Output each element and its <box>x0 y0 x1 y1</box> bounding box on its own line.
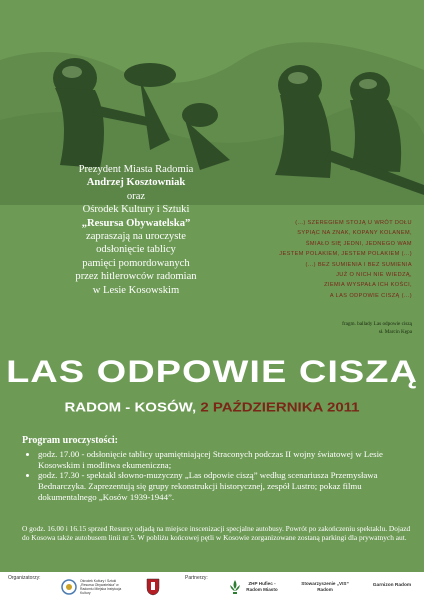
footer-sponsors <box>0 572 424 600</box>
invitation-line: oraz <box>126 190 146 202</box>
ballad-line: SYPIĄC NA ZNAK, KOPANY KOLANEM, <box>297 230 412 237</box>
ballad-line: A LAS ODPOWIE CISZĄ (...) <box>329 292 412 299</box>
invitation-line: zapraszają na uroczyste <box>86 231 186 243</box>
ballad-line: ŚMIAŁO SIĘ JEDNI, JEDNEGO WAM <box>305 240 412 247</box>
program-section <box>22 436 412 503</box>
event-date: 2 PAŹDZIERNIKA 2011 <box>200 400 360 415</box>
invitation-line: Prezydent Miasta Radomia <box>78 164 194 175</box>
ballad-author: sł. Marcin Kępa <box>378 329 412 335</box>
ballad-line: JESTEM POLAKIEM, JESTEM POLAKIEM (...) <box>279 251 412 258</box>
event-subtitle <box>0 400 424 415</box>
transport-note: O godz. 16.00 i 16.15 sprzed Resursy odjadą na miejsce inscenizacji specjalne autobusy. Powrót po zakończeniu spektaklu. Dojazd do Kosowa także autobusem linii nr 5. W pobliżu końcowej pętli w Kosowie zorganizowane zostaną parkingi dla prywatnych aut. <box>22 524 411 543</box>
program-item: • godz. 17.30 - spektakl słowno-muzyczny „Las odpowie ciszą” według scenariusza Przemysława Bednarczyka. Zaprezentują się grupy rekonstrukcji historycznej, zespół Lustro; pokaz filmu dokumentalnego „Kosów 1939-1944”. <box>38 470 412 502</box>
ballad-source <box>262 320 412 336</box>
ballad-source-title: fragm. ballady Las odpowie ciszą <box>342 321 412 327</box>
ballad-line: ZIEMIA WYSPAŁA ICH KOŚCI, <box>324 282 412 289</box>
ballad-line: (...) SZEREGIEM STOJĄ U WRÓT DOŁU <box>295 220 412 226</box>
vis-text: Stowarzyszenie „VIS” Radom <box>301 581 349 592</box>
partners-label: Partnerzy: <box>185 575 208 581</box>
program-item: • godz. 17.00 - odsłonięcie tablicy upamiętniającej Straconych podczas II wojny światowej w Lesie Kosowskim i modlitwa ekumeniczna; <box>38 449 412 471</box>
ballad-excerpt <box>262 218 412 301</box>
invitation-line: pamięci pomordowanych <box>82 257 190 269</box>
institution-name: „Resursa Obywatelska” <box>81 217 191 229</box>
zhp-lily-icon <box>228 579 242 595</box>
invitation-text <box>36 163 236 297</box>
invitation-line: w Lesie Kosowskim <box>92 284 180 296</box>
okis-logo-text: Ośrodek Kultury i Sztuki „Resursa Obywatelska” w Radomiu Miejska Instytucja Kultury <box>80 579 122 595</box>
zhp-text: ZHP Hufiec - Radom Miasto <box>246 581 278 592</box>
okis-logo-icon <box>60 578 78 596</box>
program-heading: Program uroczystości: <box>22 435 118 446</box>
radom-coat-of-arms-icon <box>146 578 160 596</box>
invitation-line: Ośrodek Kultury i Sztuki <box>82 204 190 216</box>
program-list <box>22 449 412 503</box>
garrison-text: Garnizon Radom <box>372 583 412 588</box>
event-place: RADOM - KOSÓW, <box>64 400 197 415</box>
mayor-name: Andrzej Kosztowniak <box>86 177 186 189</box>
event-title: LAS ODPOWIE CISZĄ <box>6 354 418 390</box>
invitation-line: odsłonięcie tablicy <box>96 244 176 256</box>
ballad-line: (...) BEZ SUMIENIA I BEZ SUMIENIA <box>305 261 412 268</box>
invitation-line: przez hitlerowców radomian <box>75 271 197 283</box>
ballad-line: JUŻ O NICH NIE WIEDZĄ, <box>336 272 412 279</box>
organizers-label: Organizatorzy: <box>8 575 41 581</box>
